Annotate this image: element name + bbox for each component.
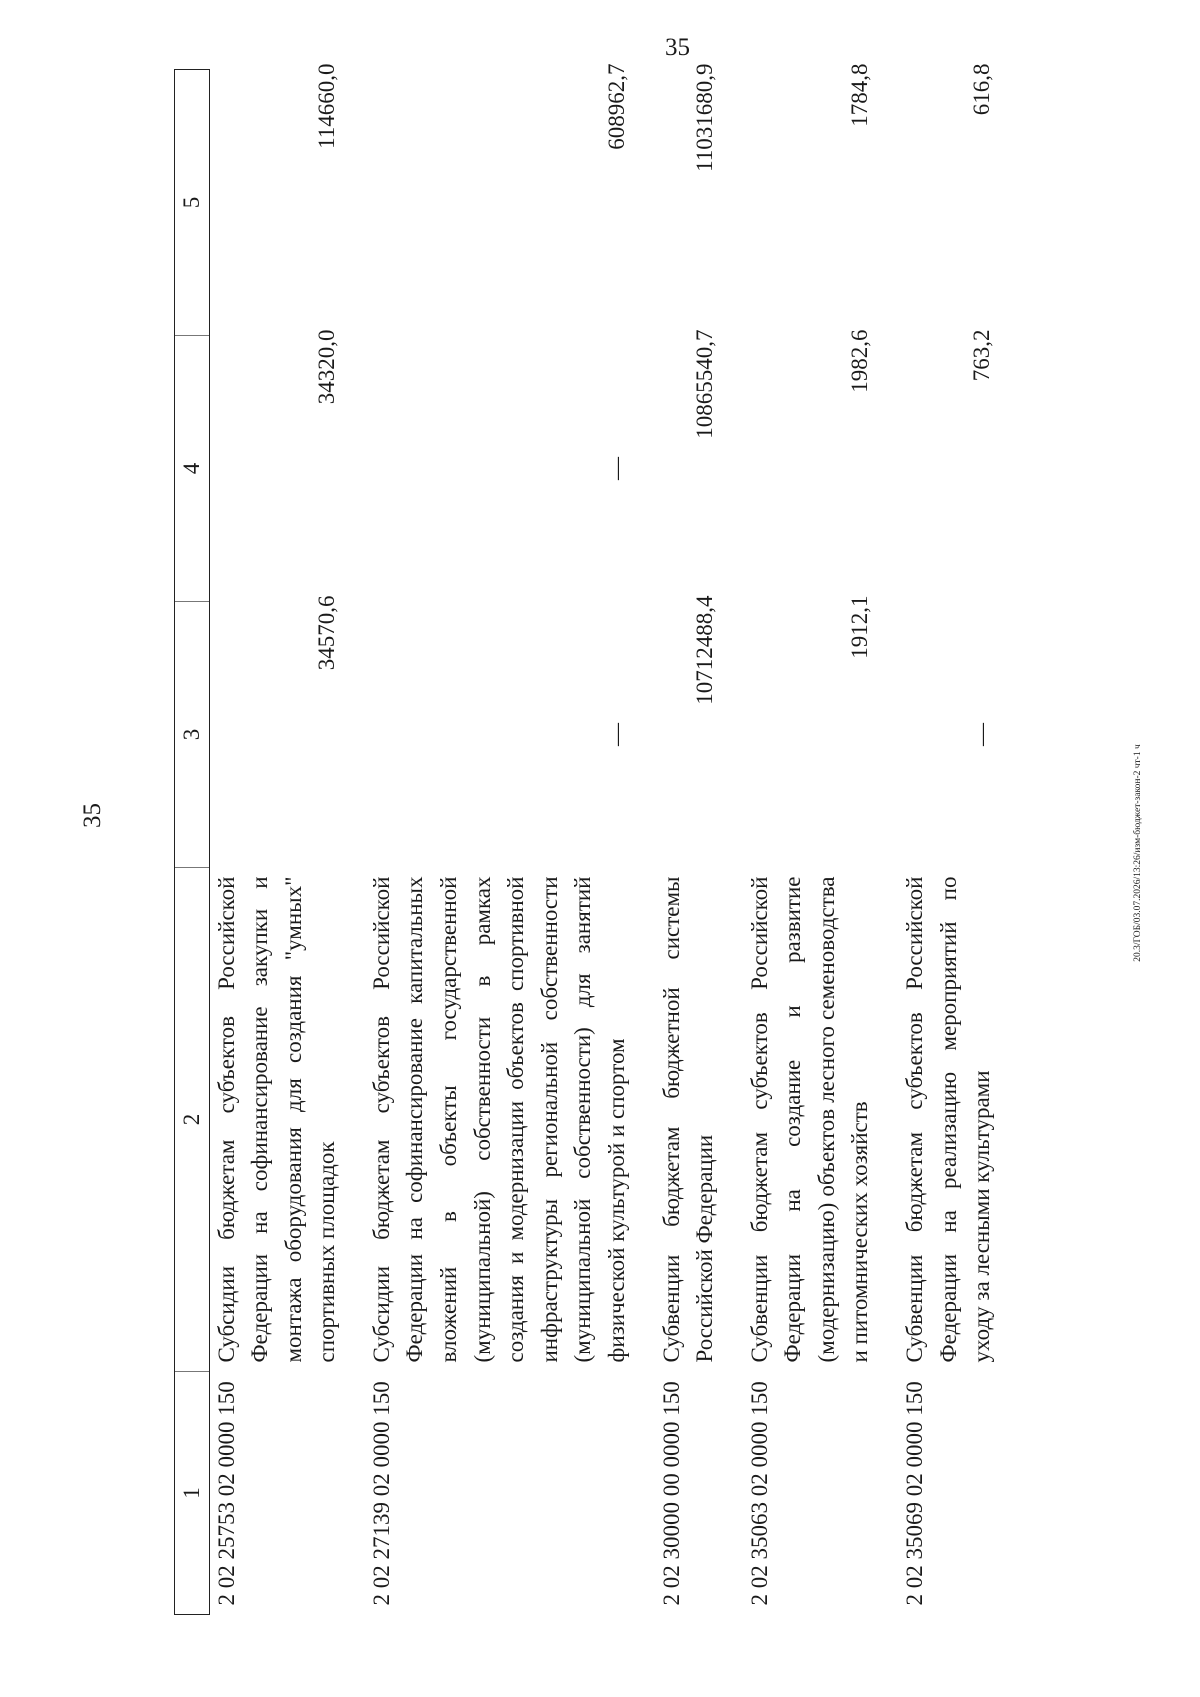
table-row: [365, 70, 655, 1615]
row-value-col5: 114660,0: [314, 63, 340, 149]
row-value-col5: 11031680,9: [692, 63, 718, 172]
row-code: 2 02 35069 02 0000 150: [901, 1381, 927, 1606]
table-row: [743, 70, 898, 1615]
row-name: Субсидии бюджетам субъектов Российской Федерации на софинансирование капитальных вложений в объекты государственной (муниципальной) собственности в рамках создания и модернизации объектов спортивной инфраструктуры региональной собственности (муниципальной собственности) для занятий физической культурой и спортом: [368, 876, 629, 1363]
budget-table: [174, 63, 999, 1615]
table-row: [898, 70, 999, 1615]
row-value-col4: 763,2: [969, 329, 995, 382]
row-value-col4: 34320,0: [314, 329, 340, 405]
page-number-top: 35: [665, 34, 690, 61]
row-value-col3: —: [969, 723, 995, 746]
row-value-col4: —: [603, 457, 629, 480]
row-code: 2 02 25753 02 0000 150: [213, 1381, 239, 1606]
footer-stamp: 20.3/ГОБ/03.07.2026/13:26/изм-бюджет-закон-2 чт-1 ч: [1133, 744, 1143, 962]
table-row: [209, 70, 365, 1615]
header-col-3: 3: [175, 602, 210, 868]
row-name: Субвенции бюджетам субъектов Российской Федерации на создание и развитие (модернизацию) объектов лесного семеноводства и питомнических хозяйств: [746, 876, 873, 1363]
row-value-col3: 34570,6: [314, 595, 340, 671]
row-name: Субвенции бюджетам субъектов Российской Федерации на реализацию мероприятий по уходу за лесными культурами: [901, 876, 995, 1363]
row-value-col4: 1982,6: [847, 329, 873, 393]
row-code: 2 02 30000 00 0000 150: [658, 1381, 684, 1606]
row-value-col3: 10712488,4: [692, 595, 718, 705]
rotated-page-content: [174, 63, 1034, 1615]
table-header-row: [175, 70, 210, 1615]
row-value-col4: 10865540,7: [692, 329, 718, 439]
row-value-col3: —: [603, 723, 629, 746]
row-code: 2 02 27139 02 0000 150: [368, 1381, 394, 1606]
row-value-col5: 608962,7: [603, 63, 629, 150]
header-col-2: 2: [175, 868, 210, 1372]
header-col-4: 4: [175, 336, 210, 602]
row-value-col5: 1784,8: [847, 63, 873, 127]
page-number-rotated: 35: [79, 803, 106, 828]
header-col-1: 1: [175, 1372, 210, 1615]
row-name: Субвенции бюджетам бюджетной системы Российской Федерации: [658, 876, 718, 1363]
header-col-5: 5: [175, 70, 210, 336]
row-name: Субсидии бюджетам субъектов Российской Федерации на софинансирование закупки и монтажа оборудования для создания "умных" спортивных площадок: [213, 876, 340, 1363]
row-value-col3: 1912,1: [847, 595, 873, 659]
row-value-col5: 616,8: [969, 63, 995, 116]
table-row: [655, 70, 743, 1615]
row-code: 2 02 35063 02 0000 150: [746, 1381, 772, 1606]
